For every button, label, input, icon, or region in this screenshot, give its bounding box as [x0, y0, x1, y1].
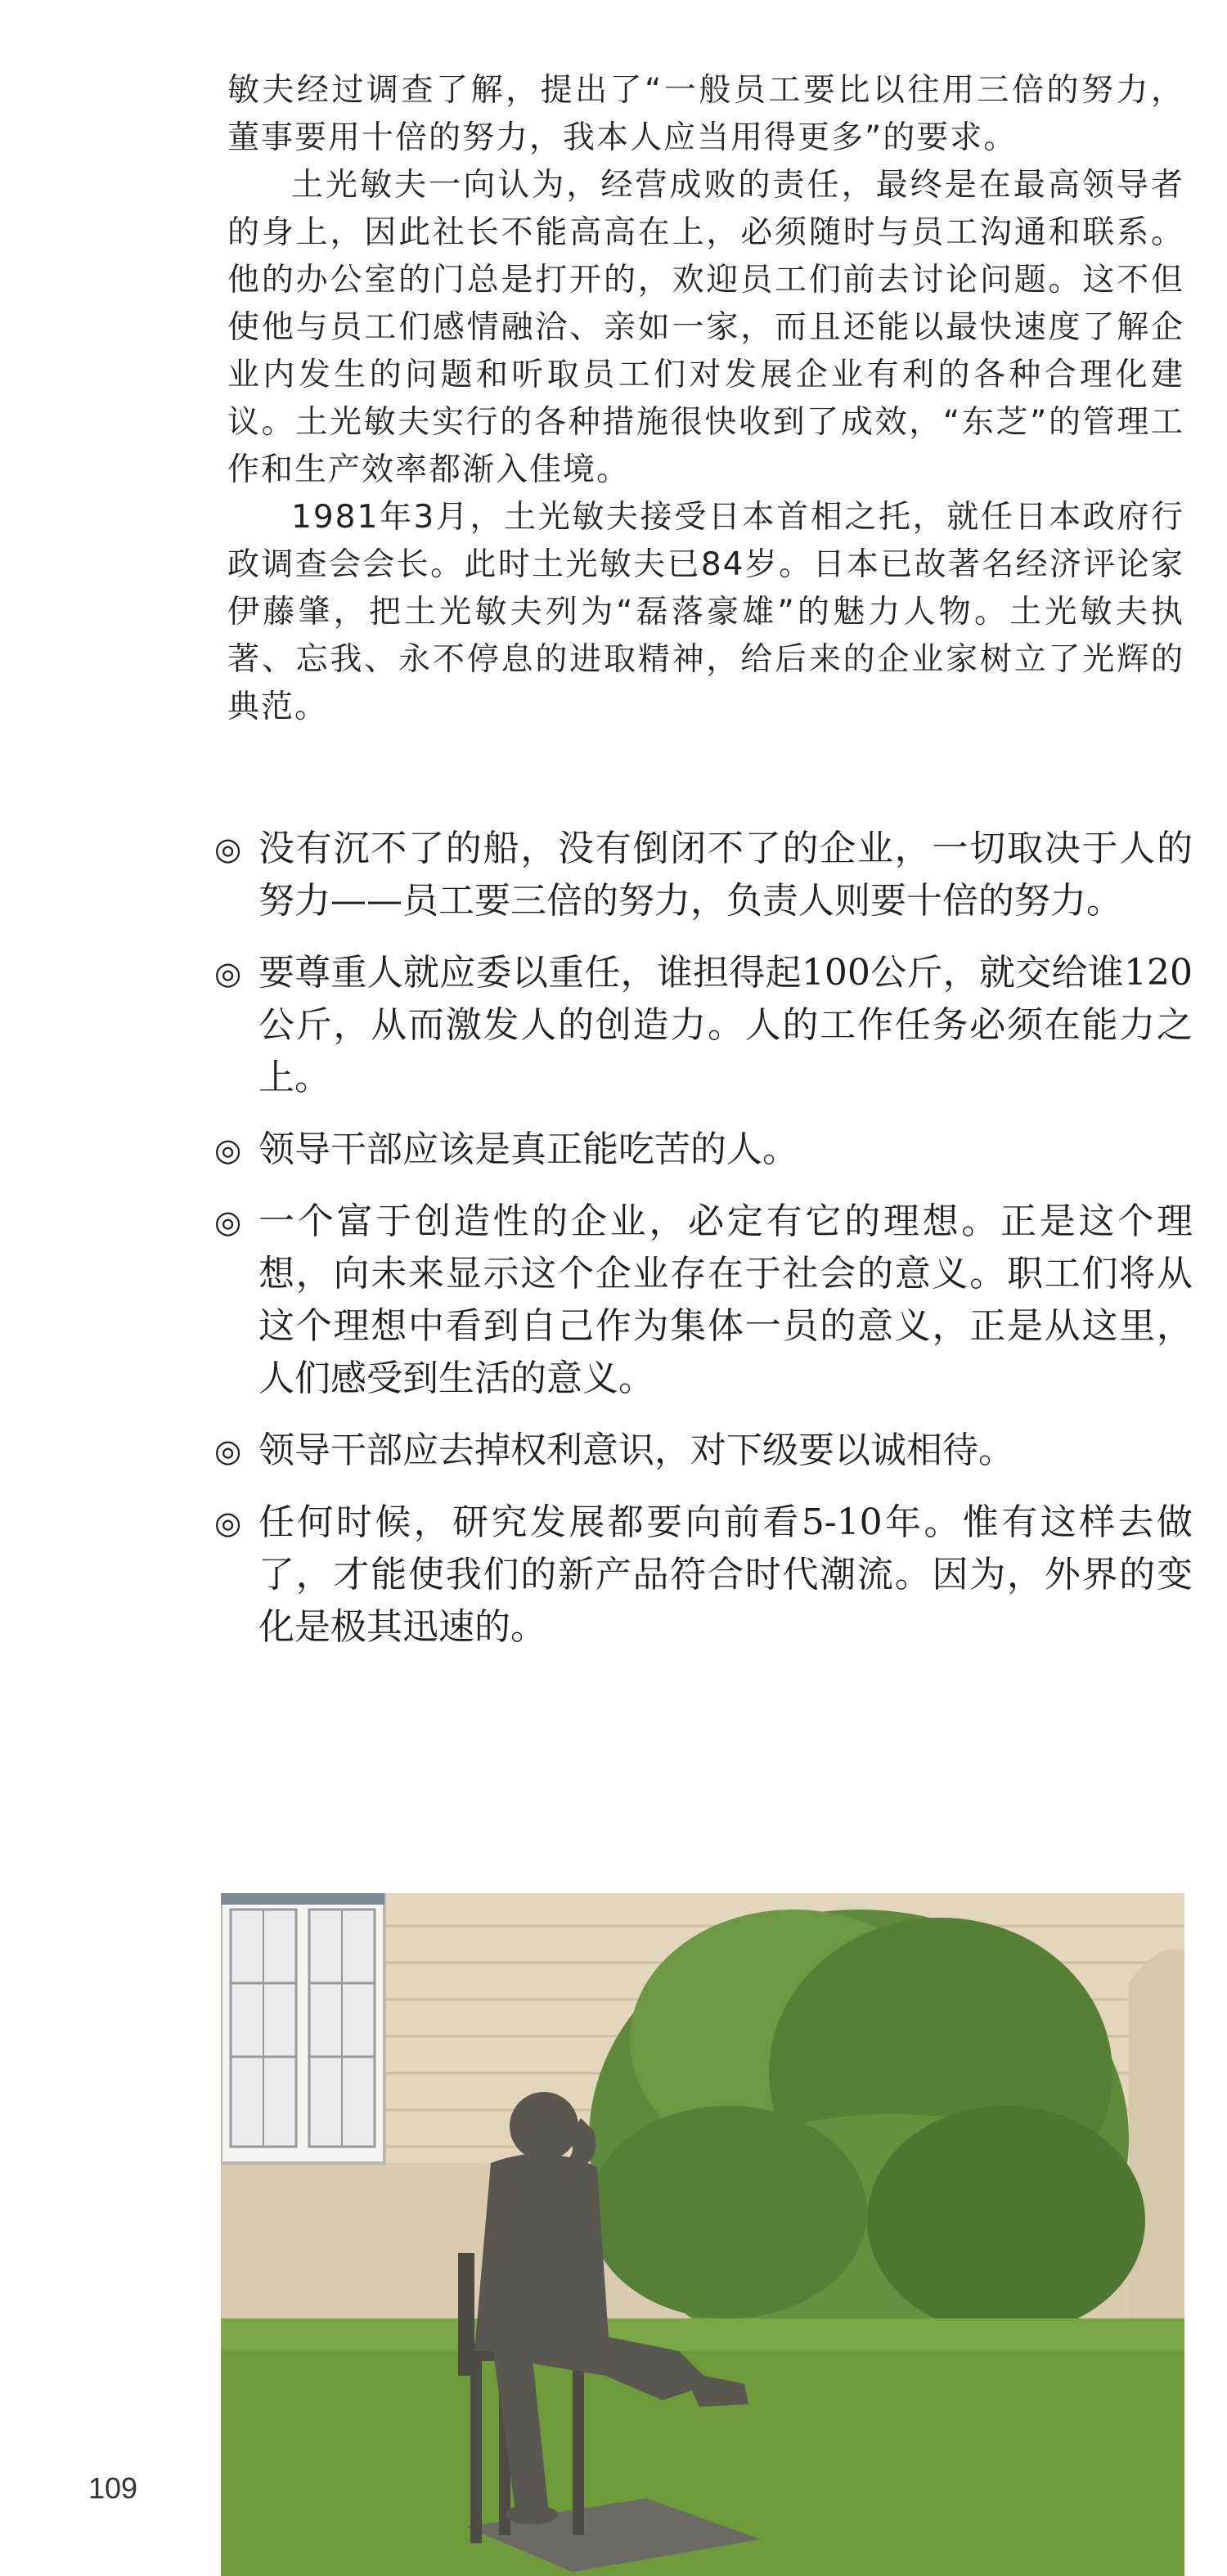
- quote-text: 领导干部应该是真正能吃苦的人。: [258, 1129, 798, 1170]
- window: [221, 1893, 384, 2163]
- bullet-marker-icon: ◎: [214, 1204, 242, 1240]
- quote-text: 没有沉不了的船，没有倒闭不了的企业，一切取决于人的努力——员工要三倍的努力，负责人则要十倍的努力。: [258, 828, 1193, 922]
- paragraph-1: 敏夫经过调查了解，提出了“一般员工要比以往用三倍的努力，董事要用十倍的努力，我本人应当用得更多”的要求。: [227, 72, 1184, 156]
- quote-item: [214, 947, 1193, 1104]
- bullet-marker-icon: ◎: [214, 1132, 242, 1168]
- body-text: [227, 67, 1184, 731]
- bullet-marker-icon: ◎: [214, 955, 242, 991]
- quote-item: [214, 823, 1193, 927]
- bullet-marker-icon: ◎: [214, 1505, 242, 1541]
- page-number: 109: [88, 2471, 138, 2505]
- quote-item: [214, 1425, 1193, 1477]
- quote-text: 要尊重人就应委以重任，谁担得起100公斤，就交给谁120公斤，从而激发人的创造力。人的工作任务必须在能力之上。: [258, 952, 1193, 1098]
- quote-item: [214, 1497, 1193, 1654]
- statue-photo-illustration: [221, 1893, 1184, 2576]
- quote-item: [214, 1124, 1193, 1176]
- quote-item: [214, 1196, 1193, 1405]
- bullet-marker-icon: ◎: [214, 1433, 242, 1469]
- lawn-edge: [221, 2318, 1184, 2351]
- bullet-marker-icon: ◎: [214, 831, 242, 867]
- statue-photo: [221, 1893, 1184, 2576]
- quote-list: [214, 823, 1193, 1673]
- quote-text: 一个富于创造性的企业，必定有它的理想。正是这个理想，向未来显示这个企业存在于社会的意义。职工们将从这个理想中看到自己作为集体一员的意义，正是从这里，人们感受到生活的意义。: [258, 1200, 1193, 1399]
- arch: [1129, 1949, 1184, 2335]
- quote-text: 领导干部应去掉权利意识，对下级要以诚相待。: [258, 1429, 1014, 1471]
- paragraph-2: 土光敏夫一向认为，经营成败的责任，最终是在最高领导者的身上，因此社长不能高高在上，必须随时与员工沟通和联系。他的办公室的门总是打开的，欢迎员工们前去讨论问题。这不但使他与员工们感情融洽、亲如一家，而且还能以最快速度了解企业内发生的问题和听取员工们对发展企业有利的各种合理化建议。土光敏夫实行的各种措施很快收到了成效，“东芝”的管理工作和生产效率都渐入佳境。: [227, 167, 1184, 488]
- paragraph-3: 1981年3月，土光敏夫接受日本首相之托，就任日本政府行政调查会会长。此时土光敏夫已84岁。日本已故著名经济评论家伊藤肇，把土光敏夫列为“磊落豪雄”的魅力人物。土光敏夫执著、忘我、永不停息的进取精神，给后来的企业家树立了光辉的典范。: [227, 499, 1184, 725]
- cedar-tree: [589, 1910, 1145, 2367]
- quote-text: 任何时候，研究发展都要向前看5-10年。惟有这样去做了，才能使我们的新产品符合时代潮流。因为，外界的变化是极其迅速的。: [258, 1501, 1193, 1648]
